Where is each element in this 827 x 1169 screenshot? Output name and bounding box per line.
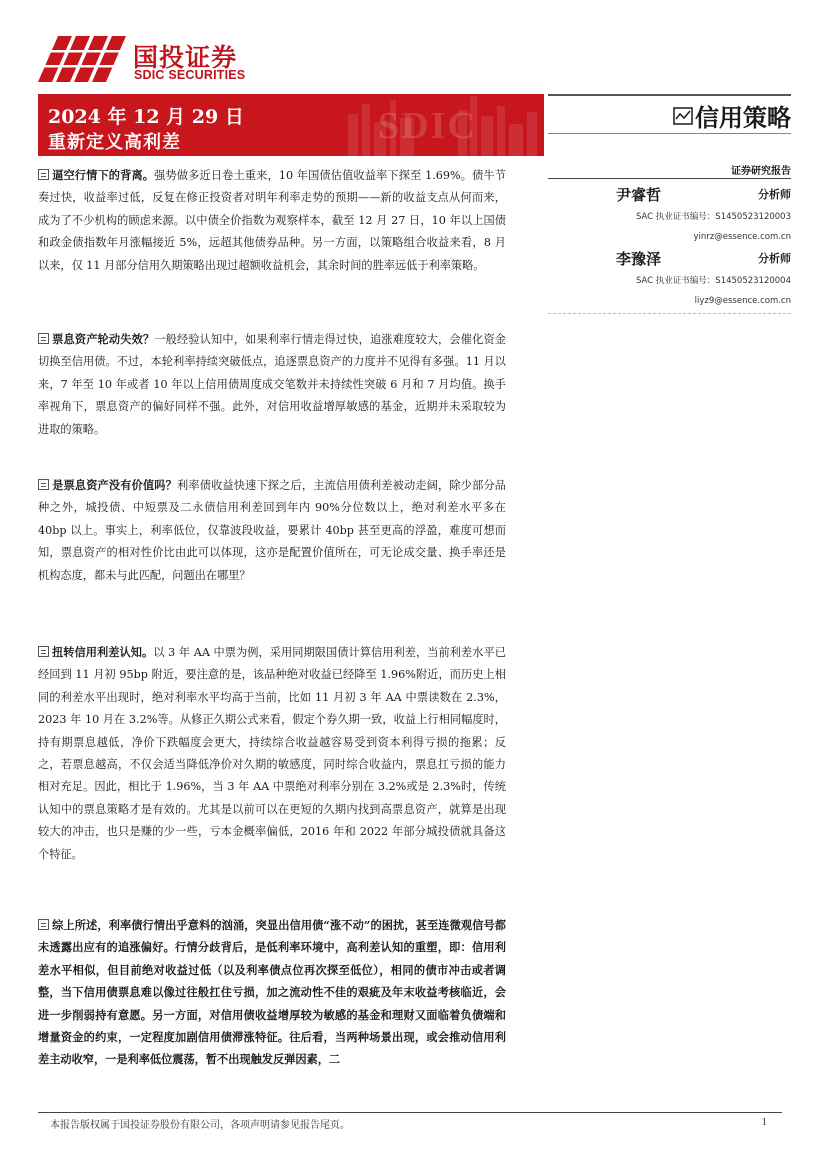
bullet-box-icon (38, 919, 49, 930)
bullet-box-icon (38, 169, 49, 180)
bullet-box-icon (38, 479, 49, 490)
paragraph-lead: 逼空行情下的背离。 (52, 168, 155, 182)
brand-name-en: SDIC SECURITIES (134, 68, 246, 82)
paragraph-lead: 是票息资产没有价值吗？ (52, 478, 178, 492)
analyst-role: 分析师 (758, 252, 791, 265)
footer-divider (38, 1112, 782, 1113)
analyst-role: 分析师 (758, 188, 791, 201)
analyst-cert: SAC 执业证书编号：S1450523120004 (635, 276, 791, 286)
body-paragraph (38, 474, 506, 587)
summary-paragraph (38, 914, 506, 1071)
report-type: 证券研究报告 (731, 166, 791, 177)
page-number: 1 (761, 1116, 767, 1128)
analyst-cert: SAC 执业证书编号：S1450523120003 (635, 212, 791, 222)
title-banner (38, 94, 544, 156)
paragraph-text: 利率债收益快速下探之后，主流信用债利差被动走阔，除少部分品种之外，城投债、中短票及二永债信用利差回到年内 90%分位数以上，绝对利差水平多在 40bp 以上。事实上，利率低位，仅靠波段收益，要累计 40bp 甚至更高的浮盈，难度可想而知，票息资产的相对性价比由此可以体现，这亦是配置价值所在，可无论成交量、换手率还是机构态度，都未与此匹配，问题出在哪里？ (38, 479, 506, 582)
analyst-card (548, 248, 791, 310)
paragraph-text: 一般经验认知中，如果利率行情走得过快，追涨难度较大，会催化资金切换至信用债。不过，本轮利率持续突破低点，追逐票息资产的力度并不见得有多强。11 月以来，7 年至 10 年或者 10 年以上信用债周度成交笔数并未持续性突破 6 月和 7 月均值。换手率视角下，票息资产的偏好同样不强。此外，对信用收益增厚敏感的基金，近期并未采取较为进取的策略。 (38, 333, 506, 436)
header-divider (548, 94, 791, 96)
analyst-name: 李豫泽 (616, 250, 662, 268)
report-date: 2024 年 12 月 29 日 (48, 106, 244, 128)
banner-watermark: SDIC (378, 105, 477, 147)
paragraph-text: 利率债行情出乎意料的汹涌，突显出信用债“涨不动”的困扰，甚至连微观信号都未透露出应有的追涨偏好。行情分歧背后，是低利率环境中，高利差认知的重塑，即：信用利差水平相似，但目前绝对收益过低（以及利率债点位再次探至低位），相同的债市冲击或者调整，当下信用债票息难以像过往般扛住亏损，加之流动性不佳的艰疵及年末收益考核临近，会进一步削弱持有意愿。另一方面，对信用债收益增厚较为敏感的基金和理财又面临着负债端和增量资金的约束，一定程度加剧信用债滞涨特征。往后看，当两种场景出现，或会推动信用利差主动收窄，一是利率低位震荡，暂不出现触发反弹因素，二 (38, 918, 506, 1067)
analyst-card (548, 184, 791, 246)
paragraph-lead: 扭转信用利差认知。 (52, 645, 154, 659)
sdic-stripes-logo-icon (38, 36, 126, 82)
paragraph-text: 强势做多近日卷土重来，10 年国债估值收益率下探至 1.69%。债牛节奏过快，收益率过低，反复在修正投资者对明年利率走势的预期——新的收益支点从何而来，成为了不少机构的顾虑来源。以中债全价指数为观察样本，截至 12 月 27 日，10 年以上国债和政金债指数年月涨幅接近 5%，远超其他债券品种。另一方面，以策略组合收益来看，8 月以来，仅 11 月部分信用久期策略出现过超额收益机会，其余时间的胜率远低于利率策略。 (38, 169, 506, 272)
analyst-email[interactable]: yinrz@essence.com.cn (693, 232, 791, 242)
report-category (673, 98, 791, 133)
analyst-email[interactable]: liyz9@essence.com.cn (694, 296, 791, 306)
paragraph-lead: 综上所述， (52, 918, 109, 932)
paragraph-text: 以 3 年 AA 中票为例，采用同期限国债计算信用利差，当前利差水平已经回到 11 月初 95bp 附近，要注意的是，该品种绝对收益已经降至 1.96%附近，而历史上相同的利差水平出现时，绝对利率水平均高于当前，比如 11 月初 3 年 AA 中票读数在 2.3%，2023 年 10 月在 3.2%等。从修正久期公式来看，假定个券久期一致，收益上行相同幅度时，持有期票息越低，净价下跌幅度会更大，持续综合收益越容易受到资本利得亏损的拖累；反之，若票息越高，不仅会适当降低净价对久期的敏感度，同时综合收益内，票息扛亏损的能力相对充足。因此，相比于 1.96%，当 3 年 AA 中票绝对利率分别在 3.2%或是 2.3%时，传统认知中的票息策略才是有效的。尤其是以前可以在更短的久期内找到高票息资产，就算是出现较大的冲击，也只是赚的少一些，亏本金概率偏低，2016 年和 2022 年部分城投债就具备这个特征。 (38, 646, 506, 861)
analyst-name: 尹睿哲 (616, 186, 662, 204)
chart-line-icon (673, 107, 693, 125)
brand-name-cn: 国投证券 (133, 43, 238, 72)
analyst-section-divider (548, 313, 791, 314)
bullet-box-icon (38, 646, 49, 657)
paragraph-lead: 票息资产轮动失效？ (52, 332, 155, 346)
bullet-box-icon (38, 333, 49, 344)
body-paragraph (38, 328, 506, 441)
body-paragraph (38, 641, 506, 866)
report-type-divider (548, 178, 791, 179)
category-label: 信用策略 (695, 103, 791, 132)
body-paragraph (38, 164, 506, 277)
category-divider (548, 133, 791, 134)
brand-logo (38, 36, 268, 86)
report-title: 重新定义高利差 (48, 132, 181, 153)
footer-disclaimer: 本报告版权属于国投证券股份有限公司，各项声明请参见报告尾页。 (50, 1120, 350, 1131)
